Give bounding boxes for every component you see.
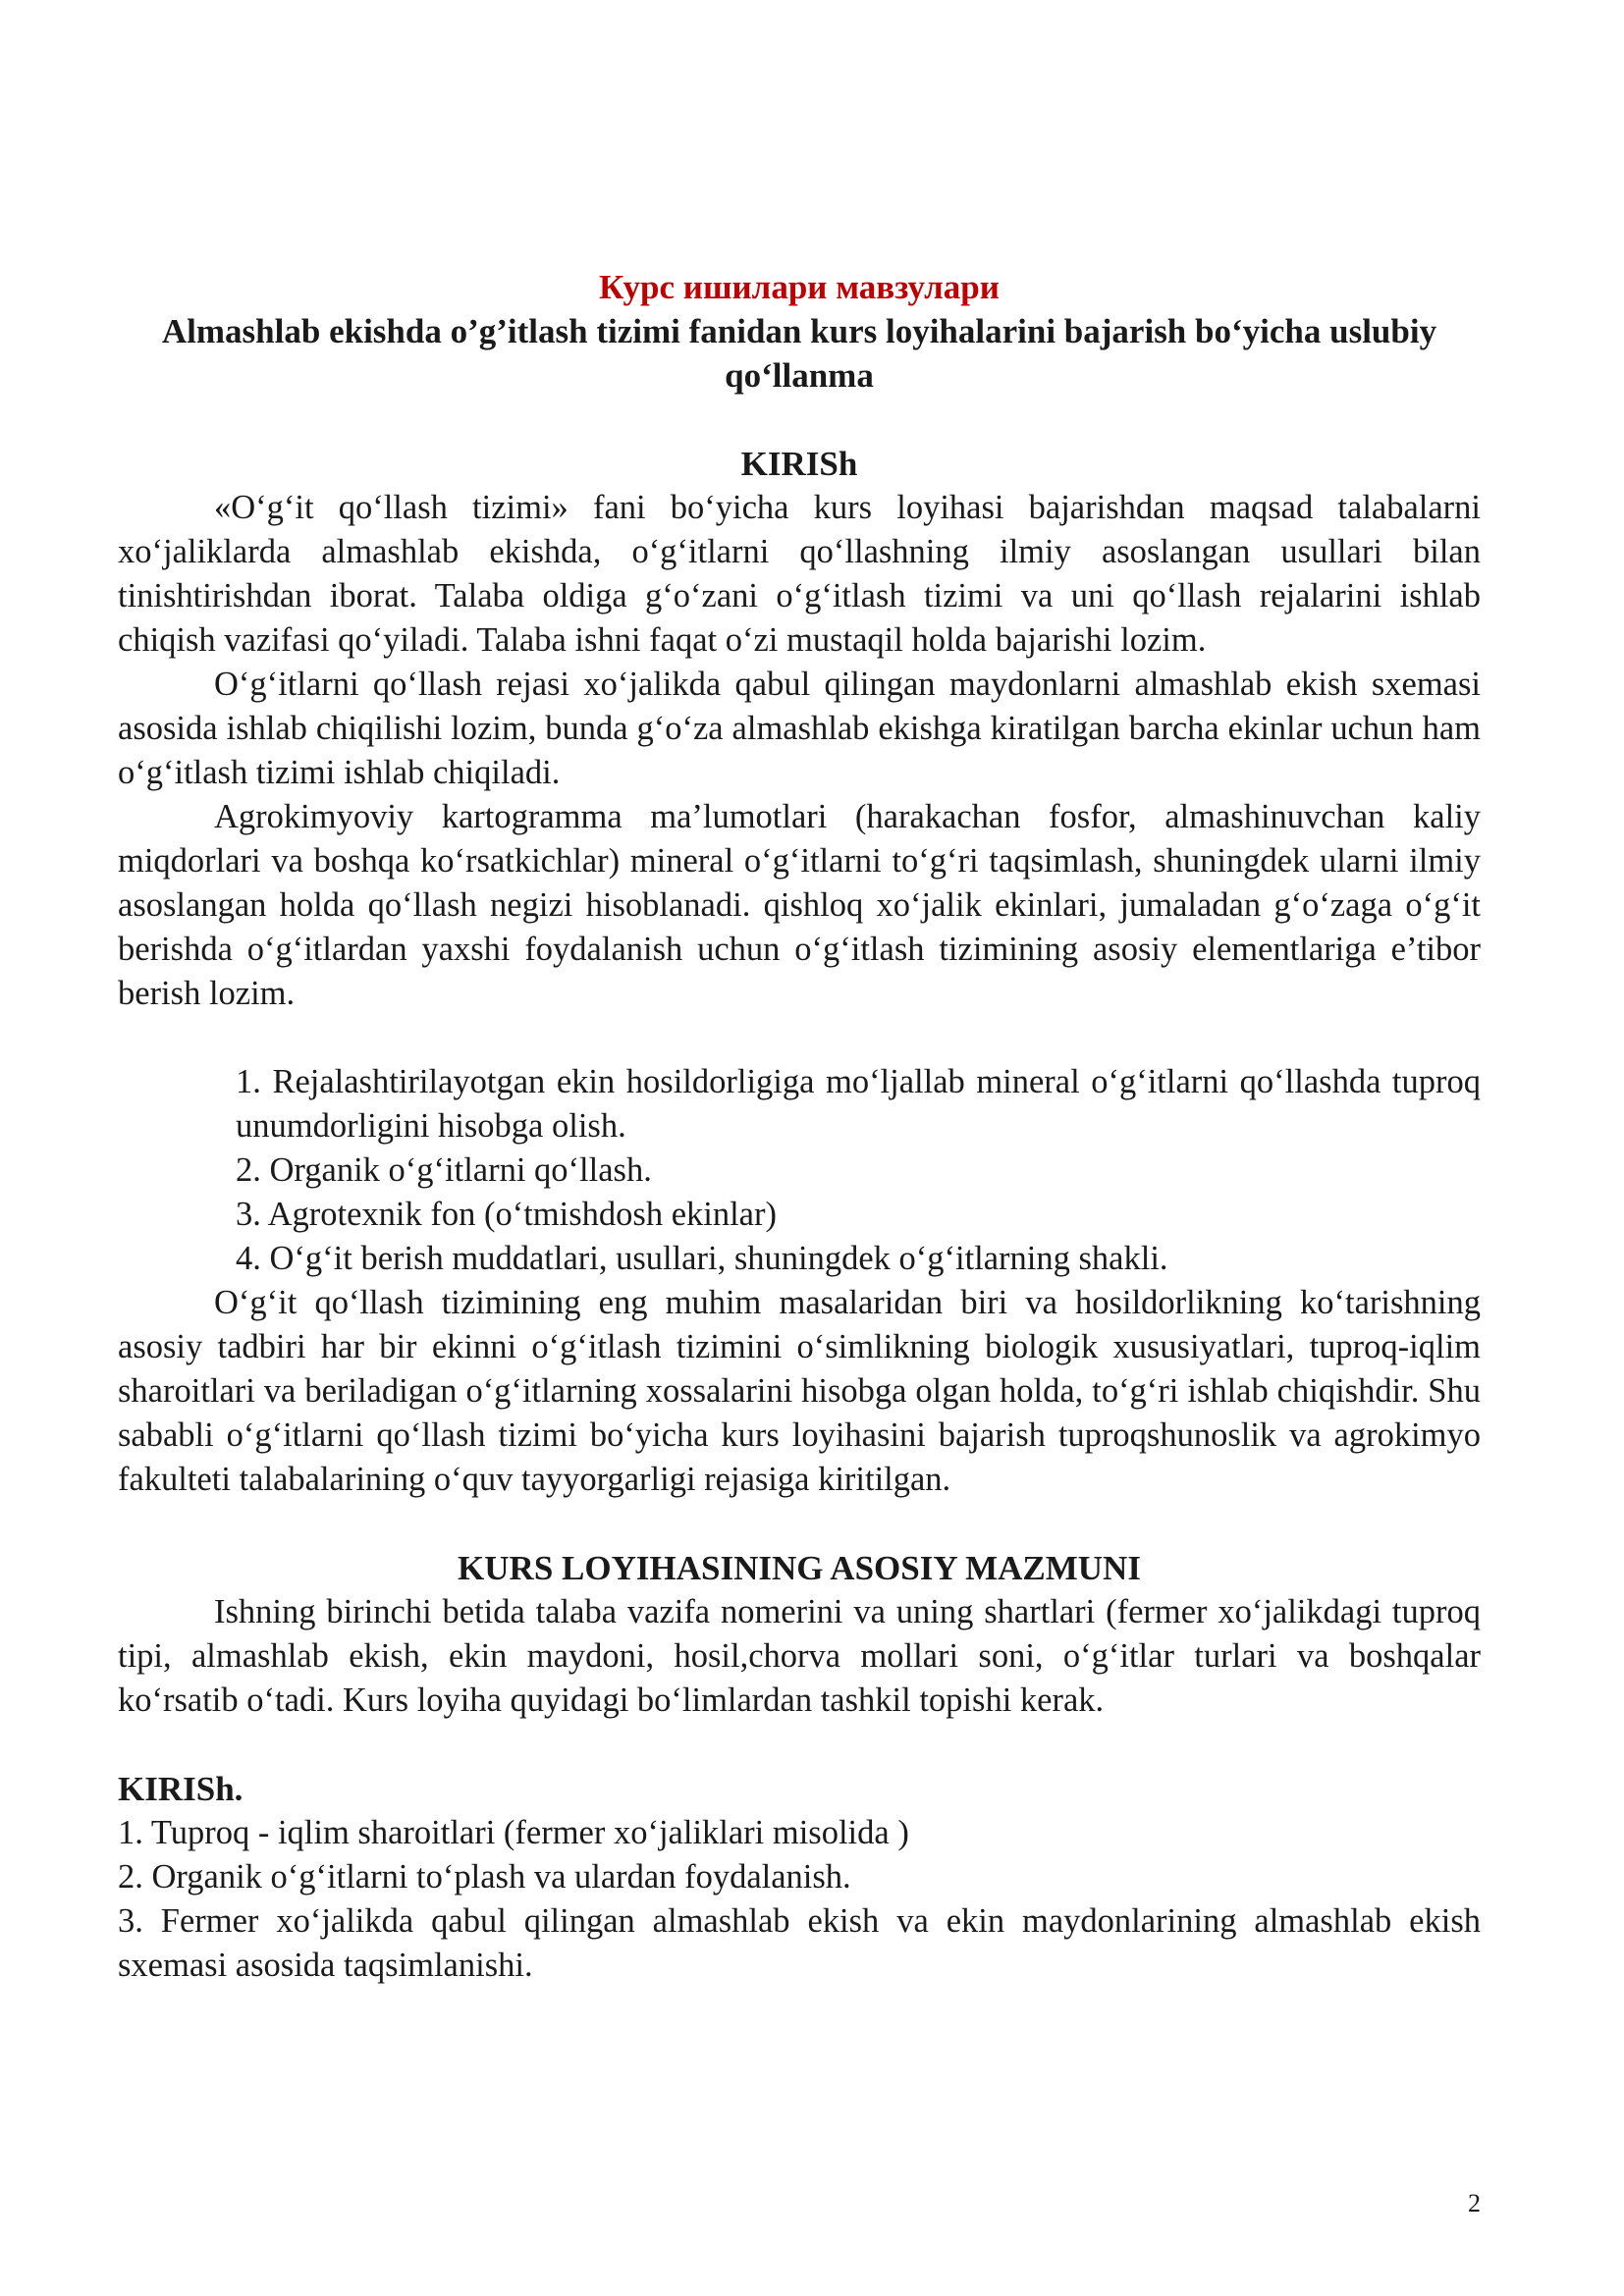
document-page: [118, 265, 1481, 1988]
list-item-number: 3.: [236, 1196, 261, 1233]
list-item-text: Organik o‘g‘itlarni qo‘llash.: [269, 1151, 652, 1189]
document-title: Almashlab ekishda o’g’itlash tizimi fanidan kurs loyihalarini bajarish bo‘yicha uslubiy qo‘llanma: [161, 312, 1437, 395]
content-heading: KURS LOYIHASINING ASOSIY MAZMUNI: [458, 1549, 1141, 1587]
list-item: [236, 1237, 1481, 1281]
document-title-cyrillic: Курс ишилари мавзулари: [599, 268, 1000, 306]
intro-heading: KIRISh: [740, 445, 858, 483]
list-item-number: 2.: [236, 1151, 261, 1189]
spacer: [118, 1502, 1481, 1546]
spacer: [118, 398, 1481, 442]
list-item-number: 1.: [236, 1063, 261, 1100]
page-number: 2: [1468, 2189, 1481, 2217]
intro-paragraph-1: «O‘g‘it qo‘llash tizimi» fani bo‘yicha kurs loyihasi bajarishdan maqsad talabalarni xo‘jaliklarda almashlab ekishda, o‘g‘itlarni qo‘llashning ilmiy asoslangan usullari bilan tinishtirishdan iborat. Talaba oldiga g‘o‘zani o‘g‘itlash tizimi va uni qo‘llash rejalarini ishlab chiqish vazifasi qo‘yiladi. Talaba ishni faqat o‘zi mustaqil holda bajarishi lozim.: [118, 489, 1481, 659]
sections-heading: KIRISh.: [118, 1770, 244, 1808]
spacer: [118, 1723, 1481, 1767]
list-item-number: 4.: [236, 1240, 261, 1277]
spacer: [118, 1016, 1481, 1060]
list-item: [236, 1148, 1481, 1193]
intro-paragraph-3: Agrokimyoviy kartogramma ma’lumotlari (harakachan fosfor, almashinuvchan kaliy miqdorlari va boshqa ko‘rsatkichlar) mineral o‘g‘itlarni to‘g‘ri taqsimlash, shuningdek ularni ilmiy asoslangan holda qo‘llash negizi hisoblanadi. qishloq xo‘jalik ekinlari, jumaladan g‘o‘zaga o‘g‘it berishda o‘g‘itlardan yaxshi foydalanish uchun o‘g‘itlash tizimining asosiy elementlariga e’tibor berish lozim.: [118, 798, 1481, 1012]
fertilization-elements-list: [118, 1060, 1481, 1281]
list-item-text: O‘g‘it berish muddatlari, usullari, shuningdek o‘g‘itlarning shakli.: [269, 1240, 1168, 1277]
intro-paragraph-2: O‘g‘itlarni qo‘llash rejasi xo‘jalikda qabul qilingan maydonlarni almashlab ekish sxemasi asosida ishlab chiqilishi lozim, bunda g‘o‘za almashlab ekishga kiratilgan barcha ekinlar uchun ham o‘g‘itlash tizimi ishlab chiqiladi.: [118, 666, 1481, 791]
list-item-text: Agrotexnik fon (o‘tmishdosh ekinlar): [267, 1196, 777, 1233]
section-item: 1. Tuproq - iqlim sharoitlari (fermer xo‘jaliklari misolida ): [118, 1814, 909, 1851]
content-paragraph: Ishning birinchi betida talaba vazifa nomerini va uning shartlari (fermer xo‘jalikdagi tuproq tipi, almashlab ekish, ekin maydoni, hosil,chorva mollari soni, o‘g‘itlar turlari va boshqalar ko‘rsatib o‘tadi. Kurs loyiha quyidagi bo‘limlardan tashkil topishi kerak.: [118, 1593, 1481, 1719]
list-item-text: Rejalashtirilayotgan ekin hosildorligiga mo‘ljallab mineral o‘g‘itlarni qo‘llashda tuproq unumdorligini hisobga olish.: [236, 1063, 1482, 1145]
section-item: 2. Organik o‘g‘itlarni to‘plash va ulardan foydalanish.: [118, 1858, 851, 1896]
intro-closing-paragraph: O‘g‘it qo‘llash tizimining eng muhim masalaridan biri va hosildorlikning ko‘tarishning asosiy tadbiri har bir ekinni o‘g‘itlash tizimini o‘simlikning biologik xususiyatlari, tuproq-iqlim sharoitlari va beriladigan o‘g‘itlarning xossalarini hisobga olgan holda, to‘g‘ri ishlab chiqishdir. Shu sababli o‘g‘itlarni qo‘llash tizimi bo‘yicha kurs loyihasini bajarish tuproqshunoslik va agrokimyo fakulteti talabalarining o‘quv tayyorgarligi rejasiga kiritilgan.: [118, 1284, 1481, 1498]
list-item: [236, 1193, 1481, 1237]
list-item: [236, 1060, 1481, 1148]
section-item: 3. Fermer xo‘jalikda qabul qilingan almashlab ekish va ekin maydonlarining almashlab ekish sxemasi asosida taqsimlanishi.: [118, 1902, 1481, 1984]
